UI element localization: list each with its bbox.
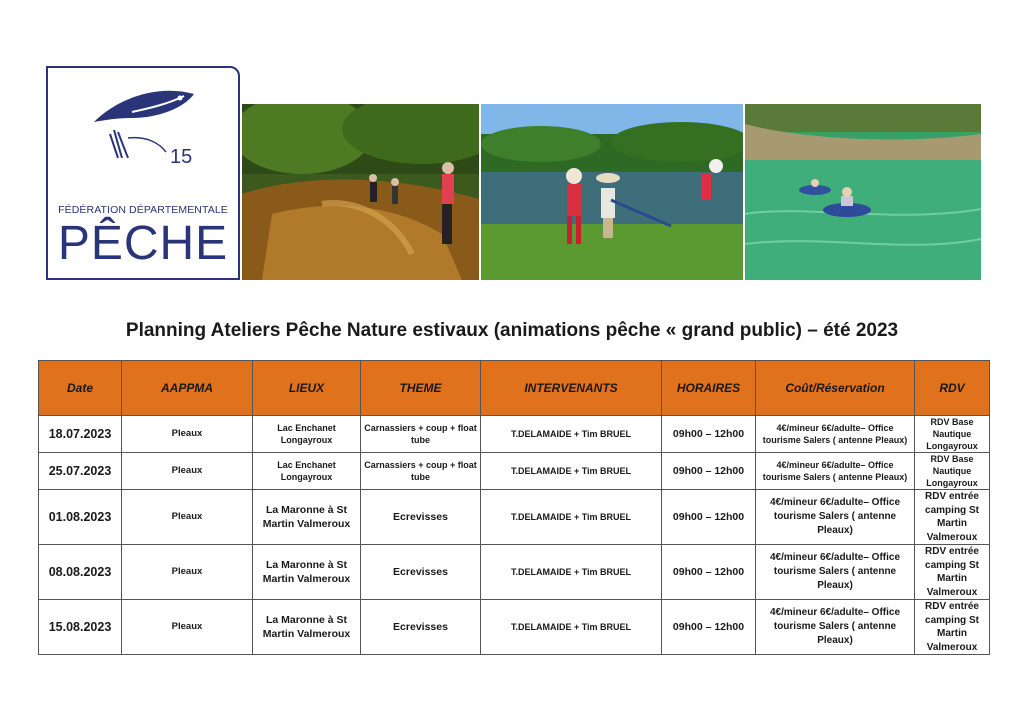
cell-aappma — [122, 416, 253, 453]
cell-cout — [756, 600, 915, 655]
cell-intervenants — [481, 600, 662, 655]
cell-intervenants-text: T.DELAMAIDE + Tim BRUEL — [510, 512, 632, 522]
cell-rdv-text: Valmeroux — [926, 641, 978, 653]
cell-theme-text: tube — [411, 435, 430, 445]
cell-rdv-text: RDV entrée — [925, 546, 979, 557]
cell-rdv-text: camping St — [925, 559, 979, 571]
cell-horaires-text: 09h00 – 12h00 — [672, 511, 745, 523]
cell-rdv-text: Longayroux — [926, 478, 978, 488]
cell-rdv-text: Valmeroux — [926, 586, 978, 598]
cell-rdv-text: Nautique — [932, 466, 972, 476]
header-rdv: RDV — [915, 361, 990, 416]
cell-lieux-text: La Maronne à St — [265, 559, 348, 571]
cell-lieux-text: La Maronne à St — [265, 614, 348, 626]
cell-aappma — [122, 545, 253, 600]
cell-rdv-text: RDV entrée — [925, 491, 979, 502]
schedule-table — [38, 360, 990, 655]
cell-cout-text: tourisme Salers ( antenne — [773, 566, 897, 577]
header-cout: Coût/Réservation — [756, 361, 915, 416]
cell-lieux-text: Martin Valmeroux — [262, 518, 351, 530]
cell-rdv-text: Martin — [937, 573, 967, 584]
cell-aappma — [122, 490, 253, 545]
cell-intervenants — [481, 453, 662, 490]
cell-horaires — [662, 545, 756, 600]
cell-horaires-text: 09h00 – 12h00 — [672, 428, 745, 440]
cell-theme-text: Ecrevisses — [393, 621, 448, 633]
page-title: Planning Ateliers Pêche Nature estivaux (animations pêche « grand public) – été 2023 — [125, 320, 899, 341]
cell-lieux-text: Martin Valmeroux — [262, 573, 351, 585]
cell-lieux — [253, 545, 361, 600]
cell-cout-text: tourisme Salers ( antenne — [773, 621, 897, 632]
table-row — [39, 490, 990, 545]
cell-horaires-text: 09h00 – 12h00 — [672, 566, 745, 578]
cell-theme — [361, 600, 481, 655]
cell-aappma — [122, 600, 253, 655]
cell-lieux-text: Martin Valmeroux — [262, 628, 351, 640]
cell-theme-text: Carnassiers + coup + float — [364, 460, 477, 470]
cell-date-text: 18.07.2023 — [48, 427, 112, 441]
cell-cout-text: 4€/mineur 6€/adulte– Office — [776, 460, 894, 470]
federation-logo — [46, 66, 240, 280]
cell-rdv — [915, 545, 990, 600]
cell-horaires — [662, 416, 756, 453]
cell-horaires — [662, 600, 756, 655]
cell-cout — [756, 545, 915, 600]
cell-aappma-text: Pleaux — [171, 511, 203, 522]
cell-intervenants — [481, 545, 662, 600]
cell-theme-text: Carnassiers + coup + float — [364, 423, 477, 433]
cell-date-text: 08.08.2023 — [48, 565, 112, 579]
cell-horaires-text: 09h00 – 12h00 — [672, 465, 745, 477]
cell-rdv-text: RDV Base — [930, 417, 974, 427]
cell-intervenants — [481, 490, 662, 545]
cell-horaires — [662, 453, 756, 490]
float-tube-photo — [745, 104, 981, 280]
cell-intervenants-text: T.DELAMAIDE + Tim BRUEL — [510, 429, 632, 439]
table-row — [39, 600, 990, 655]
cell-date-text: 01.08.2023 — [48, 510, 112, 524]
cell-lieux-text: Lac Enchanet — [277, 460, 336, 470]
cell-aappma-text: Pleaux — [171, 465, 203, 476]
river-fishing-photo — [242, 104, 479, 280]
cell-date-text: 25.07.2023 — [48, 464, 112, 478]
cell-theme-text: Ecrevisses — [393, 566, 448, 578]
cell-cout-text: 4€/mineur 6€/adulte– Office — [769, 552, 901, 563]
cell-cout-text: tourisme Salers ( antenne Pleaux) — [762, 472, 908, 482]
cell-rdv — [915, 490, 990, 545]
cell-intervenants-text: T.DELAMAIDE + Tim BRUEL — [510, 567, 632, 577]
cell-rdv-text: Longayroux — [926, 441, 978, 451]
cell-horaires-text: 09h00 – 12h00 — [672, 621, 745, 633]
cell-lieux — [253, 600, 361, 655]
cell-rdv-text: Nautique — [932, 429, 972, 439]
cell-cout — [756, 453, 915, 490]
cell-date-text: 15.08.2023 — [48, 620, 112, 634]
cell-lieux — [253, 453, 361, 490]
cell-cout-text: Pleaux) — [817, 635, 853, 646]
cell-lieux-text: Lac Enchanet — [277, 423, 336, 433]
cell-theme — [361, 545, 481, 600]
cell-cout-text: tourisme Salers ( antenne Pleaux) — [762, 435, 908, 445]
cell-theme — [361, 453, 481, 490]
header-horaires: HORAIRES — [662, 361, 756, 416]
cell-rdv-text: Martin — [937, 628, 967, 639]
cell-rdv — [915, 453, 990, 490]
cell-intervenants — [481, 416, 662, 453]
cell-aappma — [122, 453, 253, 490]
table-row — [39, 453, 990, 490]
cell-rdv-text: RDV Base — [930, 454, 974, 464]
cell-date — [39, 600, 122, 655]
cell-intervenants-text: T.DELAMAIDE + Tim BRUEL — [510, 466, 632, 476]
header-aappma: AAPPMA — [122, 361, 253, 416]
cell-lieux-text: La Maronne à St — [265, 504, 348, 516]
cell-rdv-text: Martin — [937, 518, 967, 529]
cell-date — [39, 453, 122, 490]
cell-lieux — [253, 490, 361, 545]
logo-federation-text: FÉDÉRATION DÉPARTEMENTALE — [58, 204, 228, 216]
cell-rdv-text: RDV entrée — [925, 601, 979, 612]
lake-children-photo — [481, 104, 743, 280]
cell-cout-text: Pleaux) — [817, 580, 853, 591]
table-header-row — [39, 361, 990, 416]
cell-aappma-text: Pleaux — [171, 621, 203, 632]
cell-lieux — [253, 416, 361, 453]
table-row — [39, 545, 990, 600]
cell-rdv-text: camping St — [925, 614, 979, 626]
logo-peche-text: PÊCHE — [57, 217, 229, 270]
cell-cout-text: tourisme Salers ( antenne — [773, 511, 897, 522]
cell-rdv — [915, 416, 990, 453]
cell-cout — [756, 416, 915, 453]
cell-cout-text: 4€/mineur 6€/adulte– Office — [776, 423, 894, 433]
cell-theme-text: Ecrevisses — [393, 511, 448, 523]
header-theme: THEME — [361, 361, 481, 416]
cell-aappma-text: Pleaux — [171, 428, 203, 439]
cell-cout-text: Pleaux) — [817, 525, 853, 536]
cell-cout-text: 4€/mineur 6€/adulte– Office — [769, 497, 901, 508]
cell-rdv-text: camping St — [925, 504, 979, 516]
cell-lieux-text: Longayroux — [280, 472, 333, 482]
cell-cout — [756, 490, 915, 545]
header-intervenants: INTERVENANTS — [481, 361, 662, 416]
cell-lieux-text: Longayroux — [280, 435, 333, 445]
cell-date — [39, 545, 122, 600]
cell-theme — [361, 416, 481, 453]
cell-theme — [361, 490, 481, 545]
cell-horaires — [662, 490, 756, 545]
header-lieux: LIEUX — [253, 361, 361, 416]
cell-aappma-text: Pleaux — [171, 566, 203, 577]
cell-theme-text: tube — [411, 472, 430, 482]
cell-date — [39, 490, 122, 545]
table-row — [39, 416, 990, 453]
header-date: Date — [39, 361, 122, 416]
cell-intervenants-text: T.DELAMAIDE + Tim BRUEL — [510, 622, 632, 632]
department-number: 15 — [170, 146, 193, 168]
cell-date — [39, 416, 122, 453]
cell-rdv-text: Valmeroux — [926, 531, 978, 543]
cell-cout-text: 4€/mineur 6€/adulte– Office — [769, 607, 901, 618]
cell-rdv — [915, 600, 990, 655]
